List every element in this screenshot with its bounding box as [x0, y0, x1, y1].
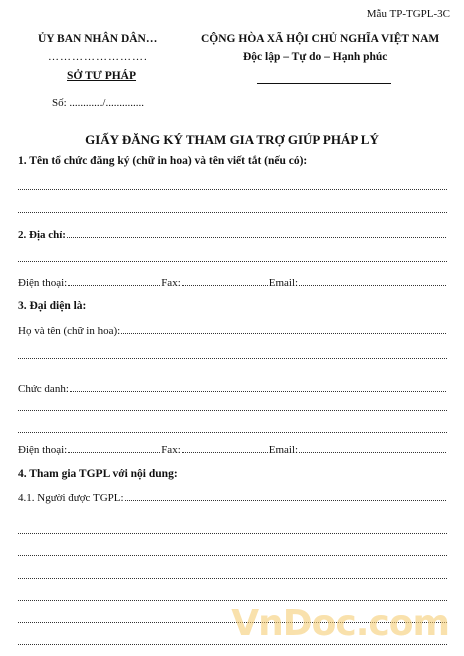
national-motto: Độc lập – Tự do – Hạnh phúc [243, 51, 388, 63]
rep-phone-field[interactable] [68, 452, 160, 453]
email-field[interactable] [299, 285, 446, 286]
country-name: CỘNG HÒA XÃ HỘI CHỦ NGHĨA VIỆT NAM [201, 33, 440, 45]
rep-fax-label: Fax: [161, 444, 181, 456]
motto-underline [257, 83, 391, 84]
address-field[interactable] [67, 237, 446, 238]
beneficiary-field[interactable] [125, 500, 446, 501]
position-line-3[interactable] [18, 432, 447, 433]
position-label: Chức danh: [18, 383, 69, 395]
rep-phone-label: Điện thoại: [18, 444, 68, 456]
fullname-field[interactable] [121, 333, 446, 334]
form-title: GIẤY ĐĂNG KÝ THAM GIA TRỢ GIÚP PHÁP LÝ [85, 132, 379, 147]
address-row [18, 227, 447, 241]
phone-label: Điện thoại: [18, 277, 68, 289]
beneficiary-row [18, 490, 447, 504]
agency-name: ỦY BAN NHÂN DÂN… [38, 33, 158, 45]
fullname-line-2[interactable] [18, 358, 447, 359]
beneficiary-line-3[interactable] [18, 555, 447, 556]
position-line-2[interactable] [18, 410, 447, 411]
fax-field[interactable] [182, 285, 268, 286]
beneficiary-line-7[interactable] [18, 644, 447, 645]
position-field[interactable] [70, 391, 446, 392]
section-2-heading: 2. Địa chỉ: [18, 229, 66, 241]
beneficiary-line-4[interactable] [18, 578, 447, 579]
org-name-line-1[interactable] [18, 189, 447, 190]
email-label: Email: [268, 277, 299, 289]
contact-row-1 [18, 275, 447, 289]
section-1-heading: 1. Tên tổ chức đăng ký (chữ in hoa) và tên viết tắt (nếu có): [18, 155, 308, 167]
form-code: Mẫu TP-TGPL-3C [366, 8, 450, 20]
section-4-heading: 4. Tham gia TGPL với nội dung: [18, 468, 178, 480]
rep-fax-field[interactable] [182, 452, 268, 453]
watermark-logo: VnDoc.com [231, 603, 449, 644]
fax-label: Fax: [161, 277, 181, 289]
contact-row-2 [18, 442, 447, 456]
phone-field[interactable] [68, 285, 160, 286]
fullname-row [18, 323, 447, 337]
fullname-label: Họ và tên (chữ in hoa): [18, 325, 121, 337]
document-number: Số: ............/.............. [52, 97, 144, 109]
rep-email-label: Email: [268, 444, 299, 456]
beneficiary-line-2[interactable] [18, 533, 447, 534]
agency-dots: ……………………. [48, 51, 148, 63]
beneficiary-line-5[interactable] [18, 600, 447, 601]
department-name: SỞ TƯ PHÁP [67, 70, 137, 82]
beneficiary-label: 4.1. Người được TGPL: [18, 492, 124, 504]
rep-email-field[interactable] [299, 452, 446, 453]
section-3-heading: 3. Đại diện là: [18, 300, 87, 312]
position-row [18, 381, 447, 395]
address-line-2[interactable] [18, 261, 447, 262]
org-name-line-2[interactable] [18, 212, 447, 213]
